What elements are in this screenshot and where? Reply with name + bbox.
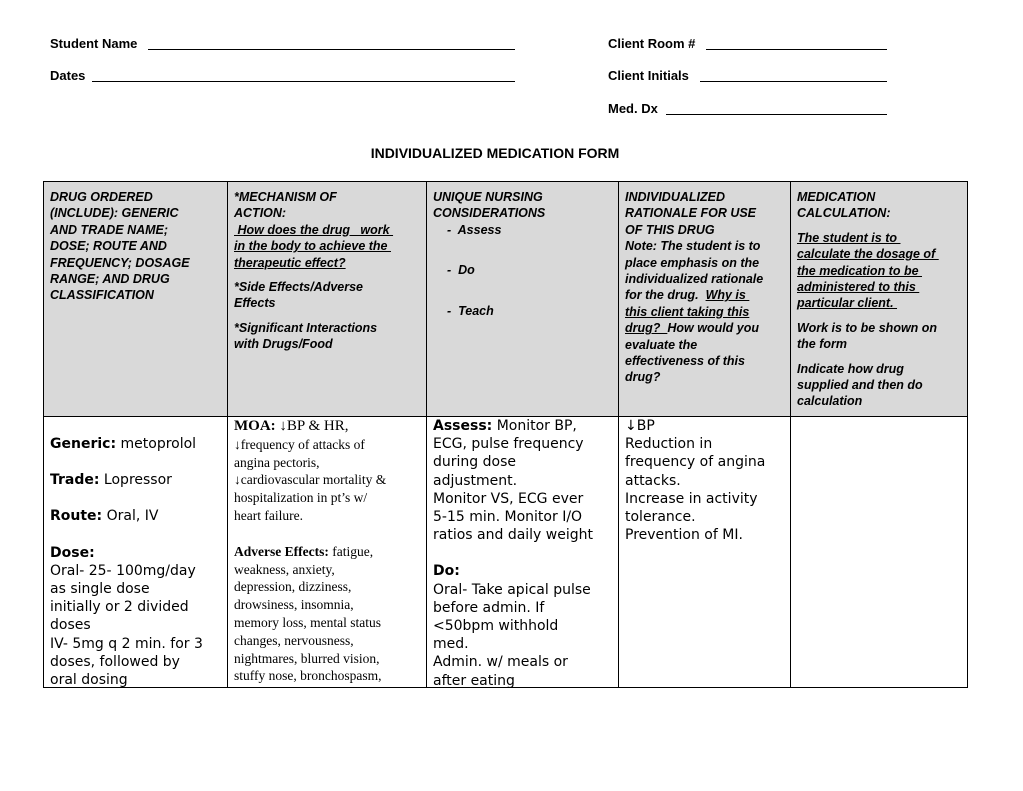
medication-table [43,181,968,688]
header-calculation [791,182,968,417]
header-text: Why is [705,288,750,303]
do-text: Admin. w/ meals or [433,654,568,671]
table-header-row [44,182,968,417]
header-text: RANGE; AND DRUG [50,272,170,287]
header-text: calculate the dosage of [797,247,939,262]
adverse-effects-text: nightmares, blurred vision, [234,650,380,666]
header-text: CALCULATION: [797,206,891,221]
moa-label: MOA: [234,418,276,434]
header-text: in the body to achieve the [234,239,391,254]
header-text: the form [797,337,847,352]
header-text: effectiveness of this [625,354,745,369]
rationale-text: attacks. [625,472,681,489]
generic-value: metoprolol [116,436,197,452]
rationale-text: frequency of angina [625,454,766,471]
trade-label: Trade: [50,472,100,489]
do-label: Do: [433,563,460,580]
dates-label: Dates [50,68,86,83]
form-title: INDIVIDUALIZED MEDICATION FORM [370,145,620,161]
rationale-text: Increase in activity [625,490,758,507]
header-text: - Teach [447,303,494,318]
dose-text: doses [50,617,91,634]
moa-text: angina pectoris, [234,454,320,470]
adverse-effects-text: stuffy nose, bronchospasm, [234,668,382,684]
assess-text: during dose [433,454,516,471]
header-text: (INCLUDE): GENERIC [50,206,179,221]
dose-text: oral dosing [50,672,128,687]
header-text: particular client. [797,296,898,311]
header-text: RATIONALE FOR USE [625,206,757,221]
assess-label: Assess: [433,418,493,434]
header-text: with Drugs/Food [234,337,333,352]
header-text: ACTION: [234,206,287,221]
rationale-text: ↓BP [625,418,655,434]
drug-ordered-cell[interactable] [44,417,228,688]
header-text: FREQUENCY; DOSAGE [50,255,190,270]
header-text: therapeutic effect? [234,255,346,270]
header-text: supplied and then do [797,378,923,393]
dose-text: as single dose [50,581,150,598]
header-text: The student is to [797,230,901,245]
calculation-cell[interactable] [791,417,968,688]
route-value: Oral, IV [102,508,159,525]
header-text: - Do [447,263,475,278]
dose-text: initially or 2 divided [50,599,189,616]
assess-text: ratios and daily weight [433,527,593,544]
assess-text: Monitor VS, ECG ever [433,490,584,507]
header-text: *MECHANISM OF [234,190,337,204]
header-text: *Side Effects/Adverse [234,280,363,295]
header-text: Note: The student is to [625,239,761,254]
med-dx-label: Med. Dx [608,101,658,116]
student-name-label: Student Name [50,36,138,51]
adverse-effects-text: depression, dizziness, [234,579,352,595]
adverse-effects-text: fatigue, [328,543,374,559]
adverse-effects-text: memory loss, mental status [234,614,381,630]
assess-text: adjustment. [433,472,518,489]
header-nursing [427,182,619,417]
header-text: DOSE; ROUTE AND [50,239,167,254]
moa-text: ↓cardiovascular mortality & [234,472,387,488]
rationale-text: Reduction in [625,436,713,453]
header-text: How does the drug work [234,222,394,237]
moa-text: heart failure. [234,507,303,523]
adverse-effects-label: Adverse Effects: [234,543,329,559]
do-text: before admin. If [433,599,545,616]
header-text: calculation [797,394,863,409]
rationale-text: tolerance. [625,509,696,526]
dose-label: Dose: [50,544,95,561]
header-text: Indicate how drug [797,361,904,376]
moa-text: ↓frequency of attacks of [234,436,365,452]
nursing-cell[interactable] [427,417,619,688]
adverse-effects-text: weakness, anxiety, [234,561,335,577]
header-text: UNIQUE NURSING [433,190,543,204]
header-text: place emphasis on the [625,255,760,270]
header-text: DRUG ORDERED [50,190,153,204]
header-mechanism [228,182,427,417]
assess-text: Monitor BP, [492,418,577,434]
header-text: CLASSIFICATION [50,288,154,303]
dose-text: IV- 5mg q 2 min. for 3 [50,635,203,652]
header-text: MEDICATION [797,190,876,204]
assess-text: 5-15 min. Monitor I/O [433,509,583,526]
header-text: *Significant Interactions [234,320,378,335]
header-text: CONSIDERATIONS [433,206,546,221]
dose-text: doses, followed by [50,653,180,670]
header-text: INDIVIDUALIZED [625,190,725,204]
assess-text: ECG, pulse frequency [433,436,584,453]
dates-field[interactable] [92,81,515,82]
do-text: <50bpm withhold [433,618,559,635]
med-dx-field[interactable] [666,114,887,115]
header-text: individualized rationale [625,272,764,287]
header-text: OF THIS DRUG [625,222,715,237]
adverse-effects-text: changes, nervousness, [234,632,354,648]
header-text: this client taking this [625,304,750,319]
do-text: med. [433,636,469,653]
header-text: the medication to be [797,263,923,278]
table-row [44,417,968,688]
header-rationale [619,182,791,417]
header-drug-ordered [44,182,228,417]
client-initials-label: Client Initials [608,68,689,83]
generic-label: Generic: [50,436,117,452]
route-label: Route: [50,508,103,525]
trade-value: Lopressor [99,472,172,489]
moa-text: ↓BP & HR, [275,418,349,434]
do-text: after eating [433,672,515,687]
do-text: Oral- Take apical pulse [433,581,591,598]
header-text: for the drug. [625,288,706,303]
rationale-cell[interactable] [619,417,791,688]
adverse-effects-text: drowsiness, insomnia, [234,597,354,613]
mechanism-cell[interactable] [228,417,427,688]
client-room-label: Client Room # [608,36,696,51]
client-initials-field[interactable] [700,81,887,82]
header-text: administered to this [797,280,920,295]
header-text: How would you [667,321,760,336]
student-name-field[interactable] [148,49,515,50]
dose-text: Oral- 25- 100mg/day [50,562,196,579]
header-text: - Assess [447,222,502,237]
client-room-field[interactable] [706,49,887,50]
header-text: drug? [625,370,661,385]
header-text: AND TRADE NAME; [50,222,169,237]
header-text: Work is to be shown on [797,320,938,335]
header-text: evaluate the [625,337,698,352]
moa-text: hospitalization in pt’s w/ [234,490,368,506]
header-text: Effects [234,296,276,311]
header-text: drug? [625,321,668,336]
rationale-text: Prevention of MI. [625,527,743,544]
